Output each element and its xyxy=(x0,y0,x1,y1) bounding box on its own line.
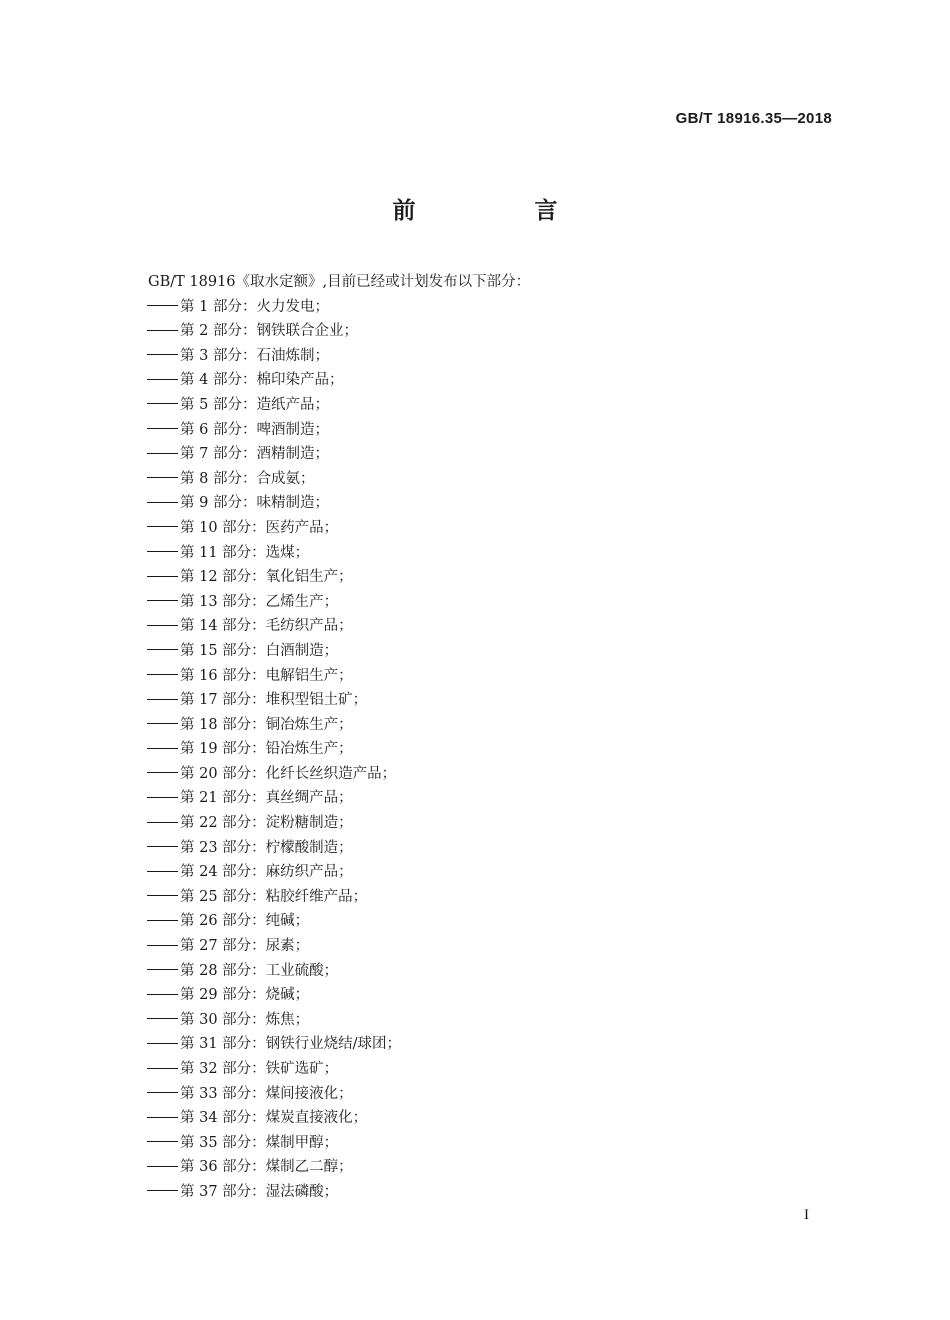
em-dash-mark xyxy=(147,526,178,527)
list-item xyxy=(147,1131,401,1156)
part-text: 第 10 部分：医药产品； xyxy=(180,519,339,536)
part-text: 第 27 部分：尿素； xyxy=(180,938,310,955)
list-item xyxy=(147,590,401,615)
em-dash-mark xyxy=(147,379,178,380)
em-dash-mark xyxy=(147,969,178,970)
part-text: 第 21 部分：真丝绸产品； xyxy=(180,790,353,807)
list-item xyxy=(147,1106,401,1131)
list-item xyxy=(147,934,401,959)
em-dash-mark xyxy=(147,551,178,552)
em-dash-mark xyxy=(147,477,178,478)
em-dash-mark xyxy=(147,403,178,404)
part-text: 第 14 部分：毛纺织产品； xyxy=(180,618,353,635)
list-item xyxy=(147,1032,401,1057)
part-text: 第 20 部分：化纤长丝织造产品； xyxy=(180,765,397,782)
list-item xyxy=(147,295,401,320)
list-item xyxy=(147,1057,401,1082)
list-item xyxy=(147,786,401,811)
list-item xyxy=(147,909,401,934)
list-item xyxy=(147,1180,401,1205)
em-dash-mark xyxy=(147,428,178,429)
list-item xyxy=(147,664,401,689)
part-text: 第 25 部分：粘胶纤维产品； xyxy=(180,888,368,905)
em-dash-mark xyxy=(147,945,178,946)
part-text: 第 1 部分：火力发电； xyxy=(180,298,329,315)
list-item xyxy=(147,762,401,787)
list-item xyxy=(147,885,401,910)
em-dash-mark xyxy=(147,625,178,626)
em-dash-mark xyxy=(147,723,178,724)
list-item xyxy=(147,860,401,885)
part-text: 第 26 部分：纯碱； xyxy=(180,913,310,930)
list-item xyxy=(147,737,401,762)
list-item xyxy=(147,836,401,861)
em-dash-mark xyxy=(147,846,178,847)
standard-code: GB/T 18916.35—2018 xyxy=(675,110,832,127)
em-dash-mark xyxy=(147,1018,178,1019)
list-item xyxy=(147,541,401,566)
part-text: 第 4 部分：棉印染产品； xyxy=(180,372,344,389)
list-item xyxy=(147,393,401,418)
part-text: 第 9 部分：味精制造； xyxy=(180,495,329,512)
em-dash-mark xyxy=(147,822,178,823)
em-dash-mark xyxy=(147,1166,178,1167)
em-dash-mark xyxy=(147,1092,178,1093)
part-text: 第 8 部分：合成氨； xyxy=(180,470,315,487)
list-item xyxy=(147,688,401,713)
parts-list xyxy=(147,295,401,1205)
list-item xyxy=(147,1008,401,1033)
em-dash-mark xyxy=(147,453,178,454)
list-item xyxy=(147,442,401,467)
part-text: 第 35 部分：煤制甲醇； xyxy=(180,1134,339,1151)
list-item xyxy=(147,639,401,664)
list-item xyxy=(147,491,401,516)
em-dash-mark xyxy=(147,1068,178,1069)
intro-paragraph: GB/T 18916《取水定额》,目前已经或计划发布以下部分： xyxy=(148,274,531,290)
part-text: 第 15 部分：白酒制造； xyxy=(180,642,339,659)
em-dash-mark xyxy=(147,895,178,896)
part-text: 第 3 部分：石油炼制； xyxy=(180,347,329,364)
part-text: 第 7 部分：酒精制造； xyxy=(180,446,329,463)
part-text: 第 24 部分：麻纺织产品； xyxy=(180,864,353,881)
list-item xyxy=(147,1155,401,1180)
em-dash-mark xyxy=(147,330,178,331)
list-item xyxy=(147,811,401,836)
part-text: 第 18 部分：铜冶炼生产； xyxy=(180,716,353,733)
list-item xyxy=(147,614,401,639)
list-item xyxy=(147,467,401,492)
em-dash-mark xyxy=(147,649,178,650)
part-text: 第 29 部分：烧碱； xyxy=(180,987,310,1004)
page-number: I xyxy=(804,1207,809,1223)
part-text: 第 6 部分：啤酒制造； xyxy=(180,421,329,438)
list-item xyxy=(147,344,401,369)
em-dash-mark xyxy=(147,305,178,306)
list-item xyxy=(147,1082,401,1107)
part-text: 第 32 部分：铁矿选矿； xyxy=(180,1061,339,1077)
em-dash-mark xyxy=(147,674,178,675)
part-text: 第 17 部分：堆积型铝土矿； xyxy=(180,692,368,709)
em-dash-mark xyxy=(147,1117,178,1118)
em-dash-mark xyxy=(147,871,178,872)
list-item xyxy=(147,983,401,1008)
part-text: 第 2 部分：钢铁联合企业； xyxy=(180,323,358,340)
part-text: 第 12 部分：氧化铝生产； xyxy=(180,569,353,586)
em-dash-mark xyxy=(147,797,178,798)
part-text: 第 22 部分：淀粉糖制造； xyxy=(180,815,353,832)
page-title: 前 言 xyxy=(392,198,606,224)
em-dash-mark xyxy=(147,994,178,995)
list-item xyxy=(147,565,401,590)
part-text: 第 34 部分：煤炭直接液化； xyxy=(180,1110,368,1127)
part-text: 第 19 部分：铅冶炼生产； xyxy=(180,741,353,758)
list-item xyxy=(147,319,401,344)
list-item xyxy=(147,418,401,443)
part-text: 第 36 部分：煤制乙二醇； xyxy=(180,1159,353,1176)
em-dash-mark xyxy=(147,502,178,503)
em-dash-mark xyxy=(147,600,178,601)
em-dash-mark xyxy=(147,576,178,577)
em-dash-mark xyxy=(147,772,178,773)
part-text: 第 30 部分：炼焦； xyxy=(180,1011,310,1028)
part-text: 第 37 部分：湿法磷酸； xyxy=(180,1183,339,1200)
part-text: 第 33 部分：煤间接液化； xyxy=(180,1085,353,1102)
list-item xyxy=(147,713,401,738)
em-dash-mark xyxy=(147,699,178,700)
part-text: 第 13 部分：乙烯生产； xyxy=(180,593,339,610)
part-text: 第 16 部分：电解铝生产； xyxy=(180,667,353,684)
part-text: 第 23 部分：柠檬酸制造； xyxy=(180,839,353,856)
em-dash-mark xyxy=(147,748,178,749)
em-dash-mark xyxy=(147,1190,178,1191)
part-text: 第 28 部分：工业硫酸； xyxy=(180,962,339,979)
list-item xyxy=(147,516,401,541)
em-dash-mark xyxy=(147,920,178,921)
em-dash-mark xyxy=(147,1043,178,1044)
list-item xyxy=(147,368,401,393)
list-item xyxy=(147,959,401,984)
part-text: 第 11 部分：选煤； xyxy=(180,544,310,561)
part-text: 第 31 部分：钢铁行业烧结/球团； xyxy=(180,1036,402,1053)
part-text: 第 5 部分：造纸产品； xyxy=(180,396,329,413)
em-dash-mark xyxy=(147,1141,178,1142)
em-dash-mark xyxy=(147,354,178,355)
